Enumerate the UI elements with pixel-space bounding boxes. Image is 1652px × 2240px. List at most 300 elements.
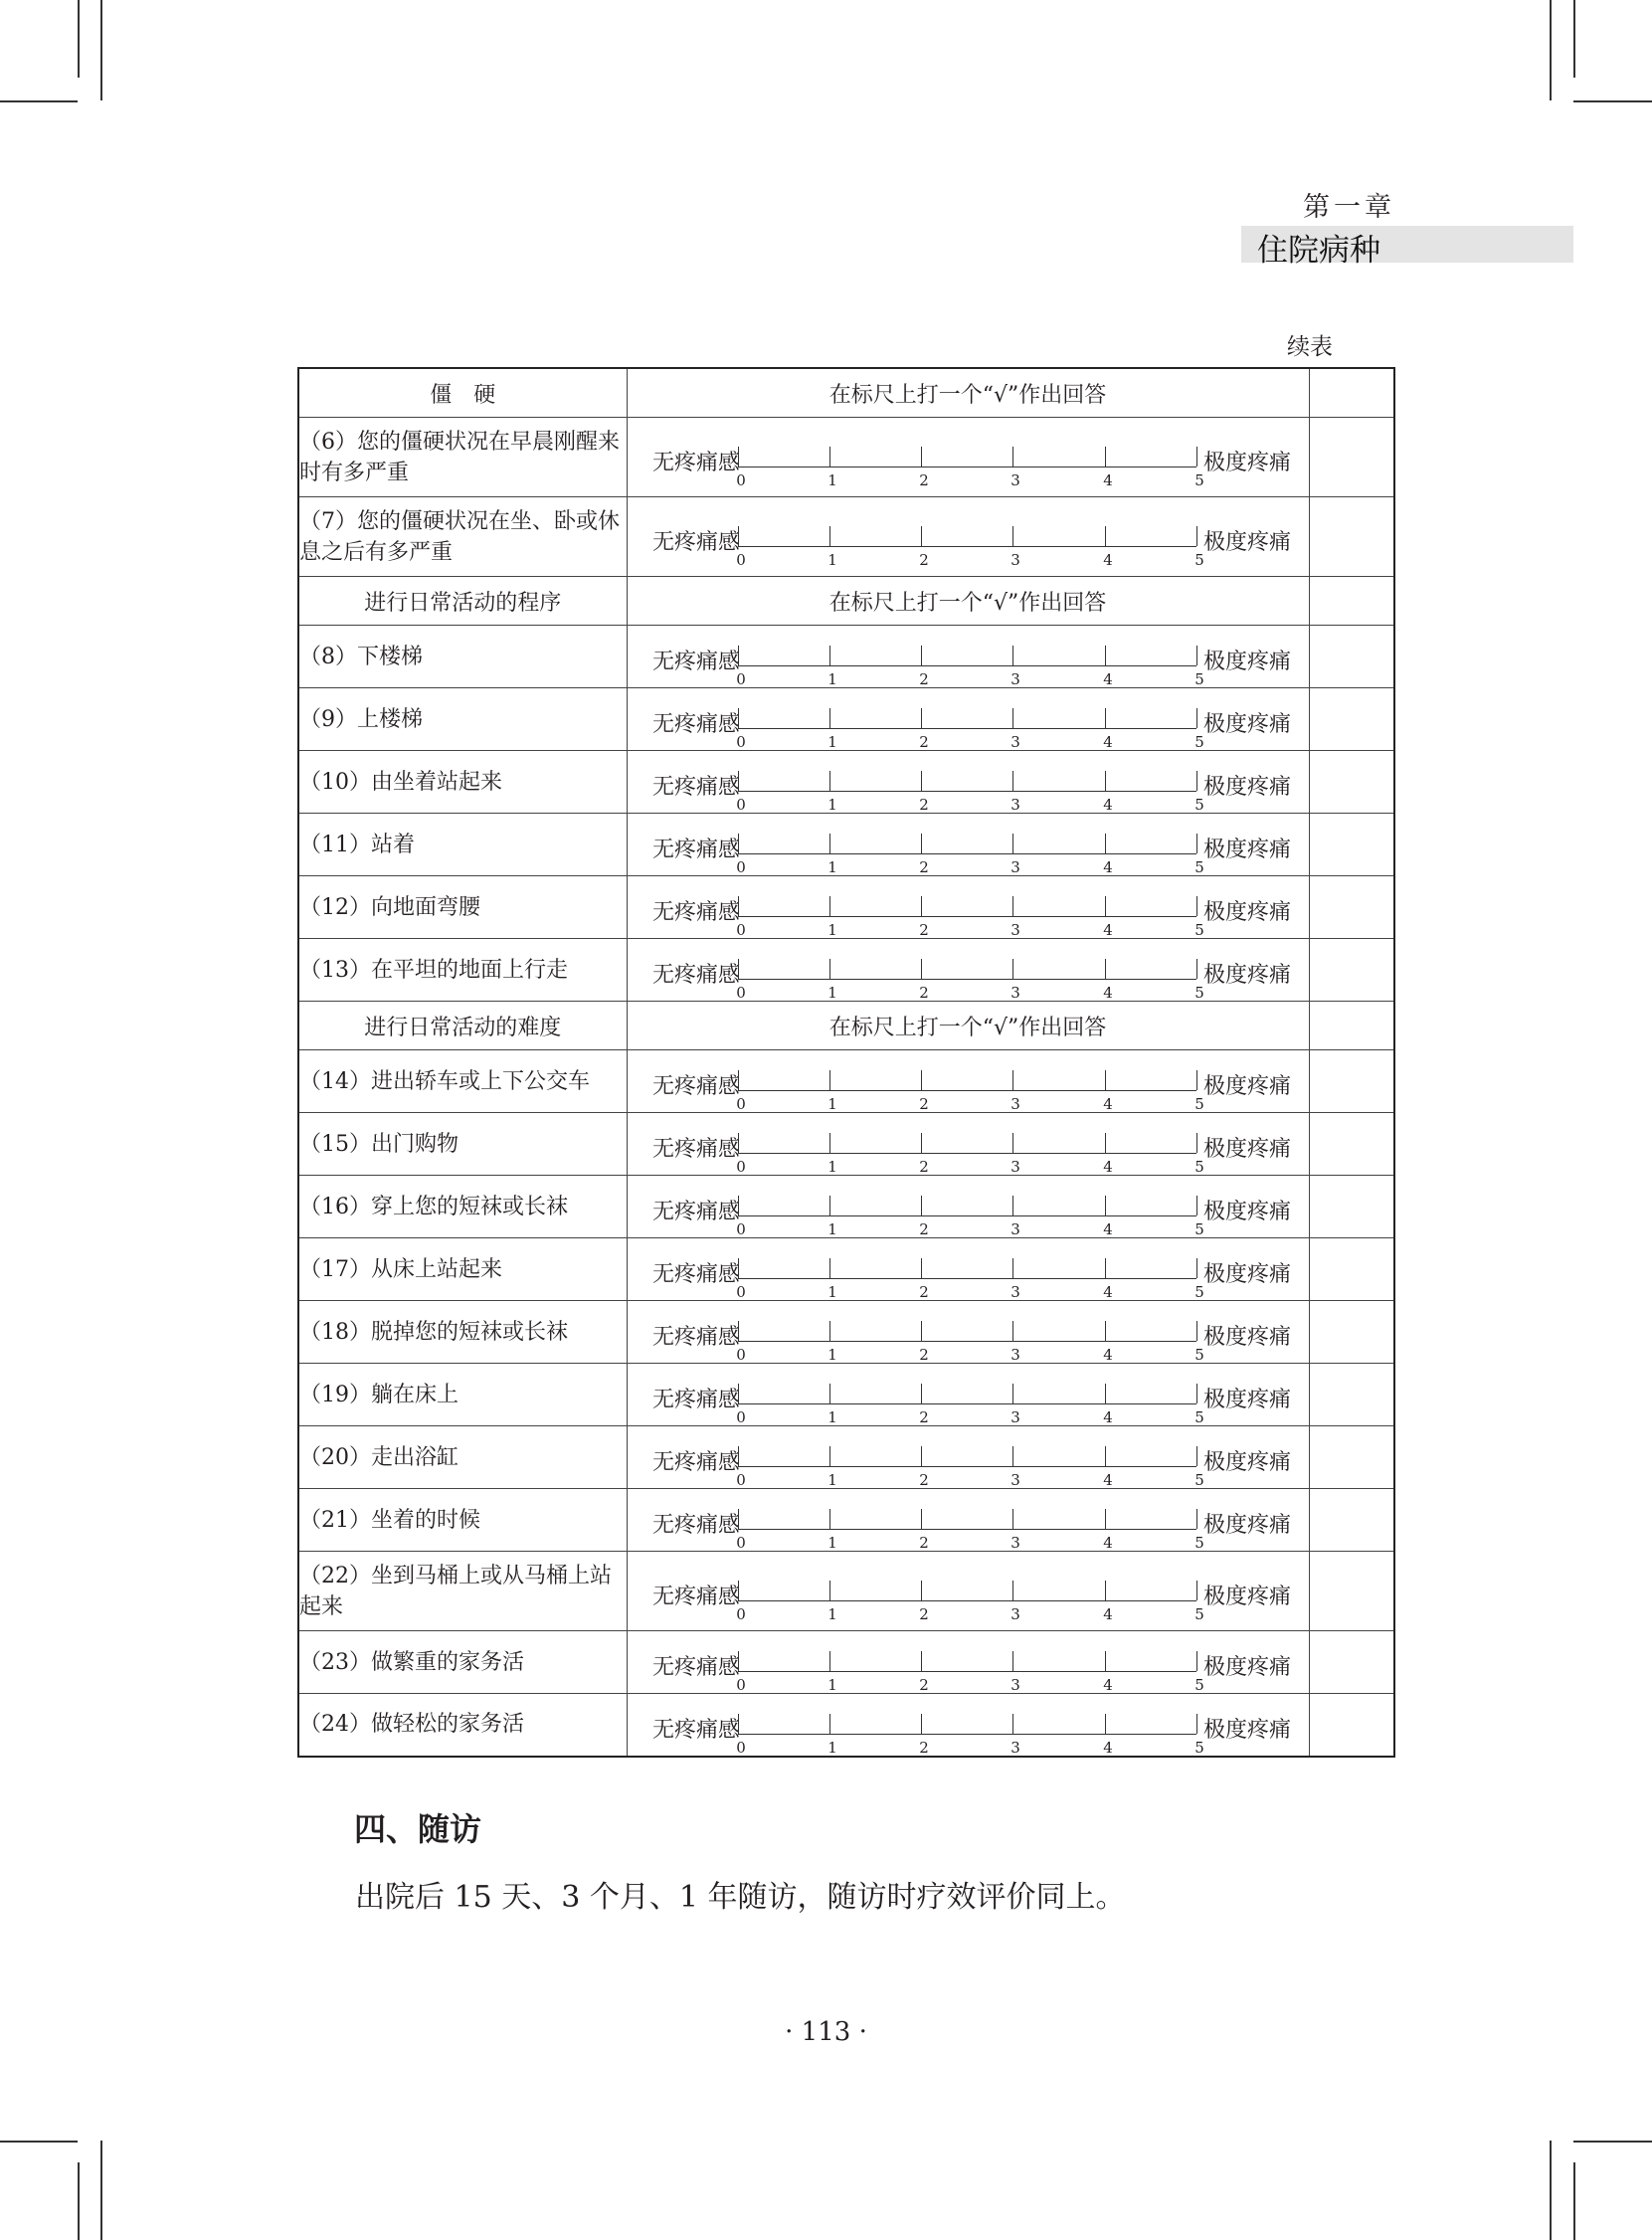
scale-tick-label: 4 [1103,984,1113,1002]
scale-tick-label: 1 [827,1158,837,1176]
scale-tick-label: 3 [1010,1534,1020,1552]
scale-tick-label: 5 [1194,470,1204,489]
scale-tick-label: 1 [827,1676,837,1694]
rating-scale-cell[interactable] [627,1631,1309,1694]
scale-tick[interactable] [738,1509,739,1529]
scale-tick-label: 3 [1010,796,1020,814]
scale-tick-label: 1 [827,858,837,876]
scale-tick[interactable] [1105,646,1106,665]
scale-tick[interactable] [1196,834,1197,853]
scale-tick[interactable] [1012,771,1013,791]
scale-tick-label: 2 [919,796,929,814]
scale-tick-label: 4 [1103,1408,1113,1426]
scale-tick[interactable] [921,646,922,665]
scale-min-label: 无疼痛感 [652,1655,741,1680]
scale-tick[interactable] [738,526,739,546]
scale-tick[interactable] [1196,1321,1197,1341]
scale-tick[interactable] [1196,646,1197,665]
scale-tick-label: 4 [1103,550,1113,569]
scale-tick-label: 3 [1010,1738,1020,1757]
question-text: （13）在平坦的地面上行走 [298,939,627,1002]
table-row [298,1050,1394,1113]
scale-tick[interactable] [921,526,922,546]
scale-tick[interactable] [1196,1196,1197,1215]
scale-max-label: 极度疼痛 [1203,450,1292,475]
rating-scale[interactable] [639,1124,1297,1176]
rating-scale-cell[interactable] [627,876,1309,939]
rating-scale-cell[interactable] [627,1176,1309,1238]
section-header-row [298,1002,1394,1050]
scale-max-label: 极度疼痛 [1203,1200,1292,1224]
rating-scale-cell[interactable] [627,1301,1309,1364]
scale-tick-label: 5 [1194,1283,1204,1301]
scale-tick[interactable] [1105,447,1106,467]
scale-tick[interactable] [829,896,830,916]
scale-tick[interactable] [1012,447,1013,467]
scale-tick-label: 1 [827,984,837,1002]
scale-tick[interactable] [738,708,739,728]
score-cell[interactable] [1309,1364,1394,1426]
scale-tick-label: 4 [1103,1283,1113,1301]
scale-tick[interactable] [1105,771,1106,791]
scale-axis [738,1600,1196,1601]
scale-max-label: 极度疼痛 [1203,1137,1292,1162]
section-instruction: 在标尺上打一个“√”作出回答 [627,1002,1309,1050]
scale-tick[interactable] [921,1509,922,1529]
score-cell[interactable] [1309,939,1394,1002]
scale-tick[interactable] [829,959,830,979]
rating-scale[interactable] [639,1437,1297,1489]
rating-scale-cell[interactable] [627,1364,1309,1426]
scale-tick[interactable] [1012,1070,1013,1090]
scale-tick-label: 3 [1010,1158,1020,1176]
scale-tick-label: 4 [1103,1158,1113,1176]
scale-tick-label: 3 [1010,1408,1020,1426]
scale-tick-label: 3 [1010,1095,1020,1113]
score-cell[interactable] [1309,497,1394,577]
page-number: · 113 · [785,2017,867,2047]
scale-tick[interactable] [829,1321,830,1341]
table-row [298,1176,1394,1238]
scale-tick[interactable] [1105,1258,1106,1278]
rating-scale[interactable] [639,887,1297,939]
table-row [298,1238,1394,1301]
scale-tick[interactable] [921,1651,922,1671]
rating-scale[interactable] [639,1500,1297,1552]
scale-tick[interactable] [1012,1384,1013,1403]
scale-min-label: 无疼痛感 [652,775,741,800]
scale-max-label: 极度疼痛 [1203,1262,1292,1287]
scale-tick-label: 2 [919,1471,929,1489]
scale-tick[interactable] [1012,1133,1013,1153]
scale-tick[interactable] [829,708,830,728]
scale-tick-label: 2 [919,984,929,1002]
crop-mark [1550,0,1552,100]
table-row [298,814,1394,876]
score-cell[interactable] [1309,626,1394,688]
scale-tick-label: 2 [919,1738,929,1757]
scale-min-label: 无疼痛感 [652,1388,741,1412]
scale-min-label: 无疼痛感 [652,529,741,555]
scale-axis [738,1466,1196,1467]
rating-scale[interactable] [639,950,1297,1002]
scale-tick-label: 3 [1010,1604,1020,1623]
scale-tick[interactable] [1105,1714,1106,1734]
scale-tick-label: 0 [736,1408,746,1426]
scale-tick[interactable] [738,646,739,665]
scale-tick[interactable] [921,771,922,791]
scale-tick[interactable] [829,1196,830,1215]
scale-axis [738,791,1196,792]
scale-tick-label: 5 [1194,984,1204,1002]
table-row [298,688,1394,751]
scale-tick[interactable] [1105,526,1106,546]
scale-tick[interactable] [1196,526,1197,546]
rating-scale-cell[interactable] [627,1050,1309,1113]
scale-tick[interactable] [1012,1714,1013,1734]
scale-tick[interactable] [1105,959,1106,979]
scale-tick[interactable] [1196,896,1197,916]
scale-tick[interactable] [921,1196,922,1215]
scale-tick[interactable] [1105,1509,1106,1529]
scale-axis [738,1215,1196,1216]
scale-tick-label: 0 [736,1738,746,1757]
rating-scale-cell[interactable] [627,1426,1309,1489]
rating-scale-cell[interactable] [627,814,1309,876]
scale-tick[interactable] [1196,1509,1197,1529]
scale-tick[interactable] [921,1714,922,1734]
scale-tick[interactable] [1196,1133,1197,1153]
scale-tick[interactable] [738,1446,739,1466]
scale-tick-label: 2 [919,550,929,569]
section-title: 进行日常活动的难度 [298,1002,627,1050]
scale-tick[interactable] [829,1446,830,1466]
scale-tick-label: 4 [1103,796,1113,814]
score-cell[interactable] [1309,1552,1394,1631]
scale-min-label: 无疼痛感 [652,1262,741,1287]
scale-tick-label: 1 [827,550,837,569]
scale-tick[interactable] [738,834,739,853]
question-text: （11）站着 [298,814,627,876]
scale-tick[interactable] [921,959,922,979]
score-cell[interactable] [1309,1050,1394,1113]
scale-tick[interactable] [738,1321,739,1341]
scale-tick[interactable] [829,526,830,546]
scale-tick-label: 3 [1010,921,1020,939]
scale-tick[interactable] [1196,959,1197,979]
scale-tick[interactable] [829,1384,830,1403]
scale-tick[interactable] [1105,1446,1106,1466]
scale-tick-label: 0 [736,1534,746,1552]
scale-tick[interactable] [1105,896,1106,916]
question-text: （7）您的僵硬状况在坐、卧或休息之后有多严重 [298,497,627,577]
scale-tick[interactable] [1105,1321,1106,1341]
scale-tick-label: 0 [736,1220,746,1238]
question-text: （22）坐到马桶上或从马桶上站起来 [298,1552,627,1631]
scale-axis [738,1734,1196,1735]
score-cell[interactable] [1309,1489,1394,1552]
scale-tick[interactable] [921,1321,922,1341]
scale-tick[interactable] [1196,771,1197,791]
scale-tick[interactable] [1196,1258,1197,1278]
scale-tick[interactable] [829,1581,830,1600]
scale-tick[interactable] [1012,1321,1013,1341]
scale-tick-label: 4 [1103,1095,1113,1113]
rating-scale-cell[interactable] [627,751,1309,814]
table-row [298,1113,1394,1176]
table-row [298,626,1394,688]
scale-tick[interactable] [1012,646,1013,665]
scale-tick-label: 1 [827,796,837,814]
scale-tick[interactable] [1196,1581,1197,1600]
rating-scale[interactable] [639,1642,1297,1694]
scale-tick-label: 4 [1103,1604,1113,1623]
scale-tick[interactable] [738,959,739,979]
scale-max-label: 极度疼痛 [1203,1450,1292,1475]
scale-tick[interactable] [921,1070,922,1090]
rating-scale[interactable] [639,762,1297,814]
scale-tick-label: 1 [827,1220,837,1238]
scale-min-label: 无疼痛感 [652,712,741,737]
scale-tick[interactable] [1105,834,1106,853]
scale-axis [738,1529,1196,1530]
scale-tick-label: 4 [1103,470,1113,489]
questionnaire-table [297,367,1395,1758]
scale-tick-label: 4 [1103,1471,1113,1489]
scale-tick[interactable] [829,1714,830,1734]
scale-tick-label: 2 [919,858,929,876]
scale-max-label: 极度疼痛 [1203,1717,1292,1743]
scale-tick[interactable] [1105,1196,1106,1215]
rating-scale-cell[interactable] [627,688,1309,751]
scale-tick[interactable] [738,1581,739,1600]
rating-scale[interactable] [639,699,1297,751]
rating-scale[interactable] [639,1312,1297,1364]
scale-tick[interactable] [1012,1196,1013,1215]
scale-tick[interactable] [1196,708,1197,728]
rating-scale[interactable] [639,637,1297,688]
score-cell[interactable] [1309,1238,1394,1301]
table-row [298,876,1394,939]
scale-min-label: 无疼痛感 [652,450,741,475]
rating-scale[interactable] [639,1061,1297,1113]
scale-tick-label: 2 [919,1220,929,1238]
rating-scale[interactable] [639,1249,1297,1301]
scale-tick[interactable] [921,447,922,467]
scale-tick[interactable] [1196,1446,1197,1466]
scale-tick[interactable] [921,896,922,916]
score-cell[interactable] [1309,1426,1394,1489]
question-text: （18）脱掉您的短袜或长袜 [298,1301,627,1364]
scale-tick[interactable] [1105,1070,1106,1090]
scale-tick-label: 0 [736,984,746,1002]
scale-tick[interactable] [738,447,739,467]
table-row [298,1426,1394,1489]
scale-tick[interactable] [1105,1384,1106,1403]
rating-scale-cell[interactable] [627,1694,1309,1757]
score-cell[interactable] [1309,876,1394,939]
scale-tick[interactable] [1012,1258,1013,1278]
rating-scale-cell[interactable] [627,939,1309,1002]
scale-tick[interactable] [921,1446,922,1466]
scale-tick[interactable] [1012,526,1013,546]
scale-tick[interactable] [738,1070,739,1090]
rating-scale[interactable] [639,438,1297,489]
scale-tick[interactable] [1105,1651,1106,1671]
scale-tick[interactable] [921,708,922,728]
scale-tick-label: 1 [827,670,837,688]
rating-scale[interactable] [639,1375,1297,1426]
scale-tick-label: 4 [1103,733,1113,751]
scale-tick[interactable] [1196,1070,1197,1090]
scale-tick-label: 1 [827,470,837,489]
scale-tick[interactable] [1012,1509,1013,1529]
scale-tick[interactable] [738,1384,739,1403]
scale-tick[interactable] [1196,447,1197,467]
scale-tick[interactable] [1196,1714,1197,1734]
scale-tick[interactable] [1012,708,1013,728]
scale-tick-label: 4 [1103,1346,1113,1364]
scale-min-label: 无疼痛感 [652,650,741,674]
scale-tick[interactable] [738,896,739,916]
scale-tick[interactable] [829,1258,830,1278]
scale-tick[interactable] [829,771,830,791]
question-text: （23）做繁重的家务活 [298,1631,627,1694]
score-cell[interactable] [1309,1301,1394,1364]
scale-tick-label: 5 [1194,1158,1204,1176]
scale-tick[interactable] [921,1581,922,1600]
section-title: 僵 硬 [298,368,627,418]
scale-tick-label: 4 [1103,1220,1113,1238]
section-header-row [298,577,1394,626]
scale-tick-label: 0 [736,670,746,688]
scale-tick[interactable] [1012,959,1013,979]
scale-tick-label: 0 [736,1604,746,1623]
scale-tick-label: 0 [736,796,746,814]
score-cell[interactable] [1309,1631,1394,1694]
scale-tick[interactable] [829,1651,830,1671]
scale-tick[interactable] [738,1133,739,1153]
scale-tick[interactable] [1196,1384,1197,1403]
question-text: （21）坐着的时候 [298,1489,627,1552]
scale-tick[interactable] [829,1070,830,1090]
scale-tick[interactable] [921,1384,922,1403]
section-title: 进行日常活动的程序 [298,577,627,626]
question-text: （9）上楼梯 [298,688,627,751]
scale-tick[interactable] [1105,1581,1106,1600]
scale-tick-label: 4 [1103,670,1113,688]
scale-tick-label: 4 [1103,858,1113,876]
scale-tick-label: 1 [827,1471,837,1489]
score-cell[interactable] [1309,1113,1394,1176]
scale-axis [738,1090,1196,1091]
rating-scale[interactable] [639,517,1297,569]
scale-min-label: 无疼痛感 [652,1450,741,1475]
rating-scale-cell[interactable] [627,1238,1309,1301]
scale-tick-label: 1 [827,1283,837,1301]
score-cell[interactable] [1309,814,1394,876]
rating-scale[interactable] [639,825,1297,876]
scale-tick[interactable] [1012,1446,1013,1466]
crop-mark [78,2162,80,2240]
score-cell[interactable] [1309,1176,1394,1238]
table-row [298,1301,1394,1364]
rating-scale-cell[interactable] [627,1552,1309,1631]
scale-tick[interactable] [921,834,922,853]
scale-tick-label: 1 [827,921,837,939]
scale-min-label: 无疼痛感 [652,900,741,925]
scale-tick[interactable] [1012,834,1013,853]
scale-tick[interactable] [829,834,830,853]
score-cell[interactable] [1309,1694,1394,1757]
score-cell [1309,368,1394,418]
scale-tick-label: 3 [1010,670,1020,688]
scale-tick[interactable] [738,1714,739,1734]
rating-scale-cell[interactable] [627,1489,1309,1552]
crop-mark [100,0,102,100]
scale-tick[interactable] [921,1133,922,1153]
scale-tick[interactable] [829,1133,830,1153]
scale-max-label: 极度疼痛 [1203,963,1292,988]
scale-tick-label: 5 [1194,796,1204,814]
scale-max-label: 极度疼痛 [1203,1655,1292,1680]
scale-tick[interactable] [1012,1651,1013,1671]
scale-tick[interactable] [829,646,830,665]
scale-tick[interactable] [1105,708,1106,728]
scale-tick[interactable] [1196,1651,1197,1671]
score-cell[interactable] [1309,688,1394,751]
scale-tick[interactable] [738,1651,739,1671]
rating-scale[interactable] [639,1572,1297,1623]
table-row [298,497,1394,577]
rating-scale[interactable] [639,1705,1297,1757]
scale-min-label: 无疼痛感 [652,1513,741,1538]
scale-tick[interactable] [1012,896,1013,916]
crop-mark [1573,2162,1575,2240]
rating-scale-cell[interactable] [627,626,1309,688]
scale-tick-label: 1 [827,1534,837,1552]
crop-mark [100,2141,102,2240]
scale-tick-label: 5 [1194,1738,1204,1757]
chapter-title: 住院病种 [1257,233,1380,269]
scale-tick[interactable] [1105,1133,1106,1153]
rating-scale-cell[interactable] [627,1113,1309,1176]
score-cell [1309,1002,1394,1050]
scale-tick[interactable] [738,1258,739,1278]
scale-tick-label: 0 [736,1283,746,1301]
scale-axis [738,665,1196,666]
scale-min-label: 无疼痛感 [652,963,741,988]
crop-mark [1550,2141,1552,2240]
question-text: （19）躺在床上 [298,1364,627,1426]
question-text: （10）由坐着站起来 [298,751,627,814]
scale-tick[interactable] [738,1196,739,1215]
score-cell[interactable] [1309,418,1394,497]
follow-up-text: 出院后 15 天、3 个月、1 年随访，随访时疗效评价同上。 [355,1880,1126,1915]
scale-tick[interactable] [738,771,739,791]
rating-scale[interactable] [639,1187,1297,1238]
score-cell[interactable] [1309,751,1394,814]
scale-tick[interactable] [1012,1581,1013,1600]
scale-tick-label: 1 [827,1408,837,1426]
scale-tick[interactable] [921,1258,922,1278]
scale-min-label: 无疼痛感 [652,1325,741,1350]
table-row [298,939,1394,1002]
scale-tick[interactable] [829,447,830,467]
rating-scale-cell[interactable] [627,418,1309,497]
scale-tick[interactable] [829,1509,830,1529]
rating-scale-cell[interactable] [627,497,1309,577]
